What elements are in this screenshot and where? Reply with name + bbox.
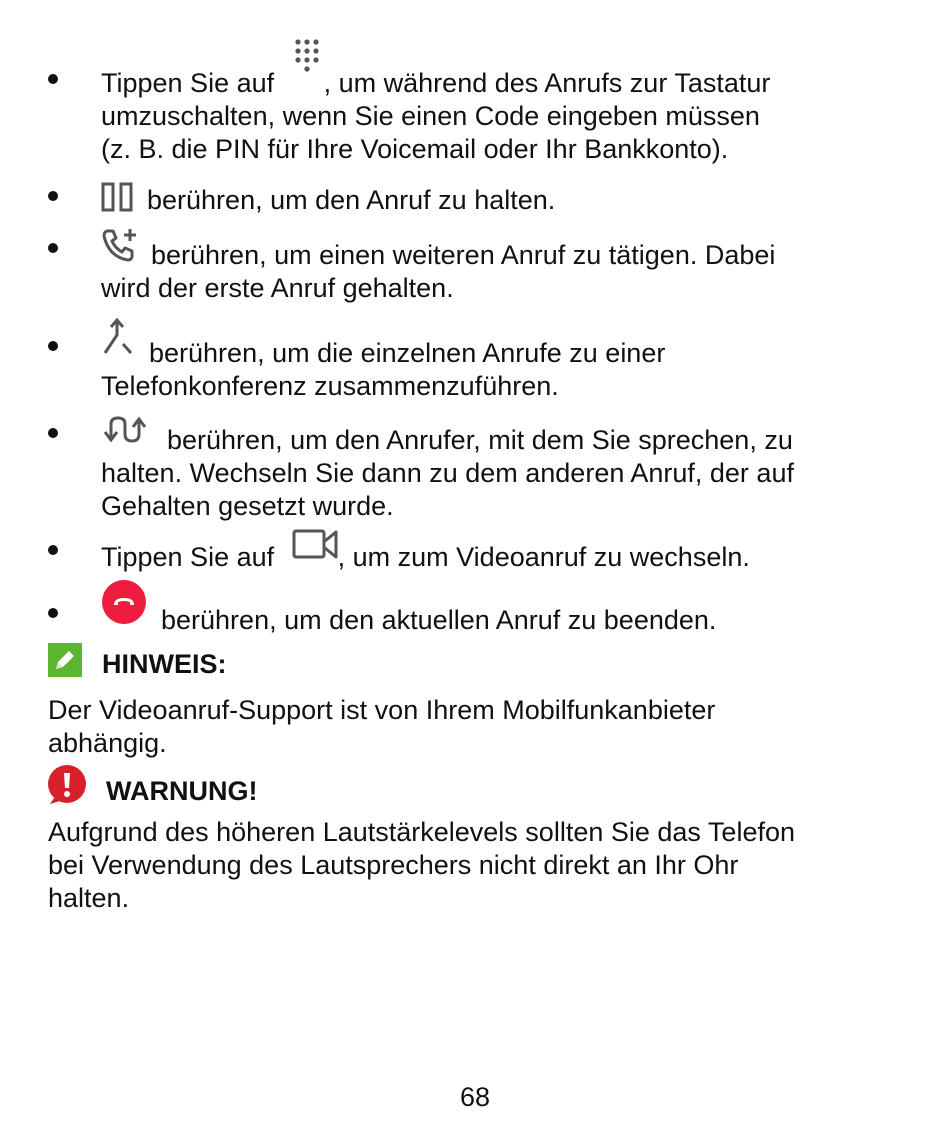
note-body: Der Videoanruf-Support ist von Ihrem Mobilfunkanbieter abhängig. [48, 695, 716, 758]
bullet-text: Tippen Sie auf [101, 542, 275, 572]
bullet-text: berühren, um den Anrufer, mit dem Sie sprechen, zu [167, 425, 793, 455]
dialpad-icon [292, 58, 322, 88]
warning-icon [48, 765, 88, 805]
bullet-dot [48, 243, 58, 253]
bullet-dot [48, 74, 58, 84]
bullet-text: Tippen Sie auf [101, 68, 275, 98]
bullet-dot [48, 428, 58, 438]
end-call-icon [101, 596, 149, 629]
bullet-dot [48, 545, 58, 555]
pencil-note-icon [48, 643, 82, 677]
note-title: HINWEIS: [102, 648, 227, 679]
swap-calls-icon [101, 418, 151, 451]
bullet-text: berühren, um den Anruf zu halten. [147, 185, 556, 215]
bullet-text: berühren, um die einzelnen Anrufe zu einer [149, 338, 666, 368]
bullet-dot [48, 341, 58, 351]
bullet-dot [48, 191, 58, 201]
warning-title: WARNUNG! [106, 775, 258, 806]
bullet-text: berühren, um einen weiteren Anruf zu tätigen. Dabei [151, 240, 776, 270]
pause-icon [101, 182, 135, 212]
manual-page: Tippen Sie auf , um während des Anrufs zur Tastatur umzuschalten, wenn Sie einen Code eingeben müssen (z. B. die PIN für Ihre Voicemail oder Ihr Bankkonto). berühren, um den Anruf zu halten. berühren, um einen weiteren Anruf zu tätigen. Dabei wird der erste Anruf gehalten. berühren, um die einzelnen Anrufe zu einer Telefonkonferenz zusammenzuführen. berühren, um den Anrufer, mit dem Sie sprechen, zu halten. Wechseln Sie dann zu dem anderen Anruf, der auf Gehalten gesetzt wurde. Tippen Sie auf , um zum Videoanruf zu wechseln. berühren, um den aktuellen Anruf zu beenden. HINWEIS: Der Videoanruf-Support ist von Ihrem Mobilfunkanbieter abhängig. WARNUNG! Aufgrund des höheren Lautstärkelevels sollten Sie das Telefon bei Verwendung des Lautsprechers nicht direkt an Ihr Ohr halten. 68 [0, 0, 950, 1148]
note-heading [48, 643, 227, 677]
warning-heading [48, 765, 257, 805]
page-number: 68 [459, 1082, 491, 1112]
bullet-text: berühren, um den aktuellen Anruf zu beenden. [161, 605, 717, 635]
merge-call-icon [101, 331, 137, 364]
video-call-icon [292, 535, 338, 568]
bullet-dot [48, 608, 58, 618]
add-call-icon [101, 233, 141, 266]
warning-body: Aufgrund des höheren Lautstärkelevels sollten Sie das Telefon bei Verwendung des Lautsprechers nicht direkt an Ihr Ohr halten. [48, 817, 795, 913]
